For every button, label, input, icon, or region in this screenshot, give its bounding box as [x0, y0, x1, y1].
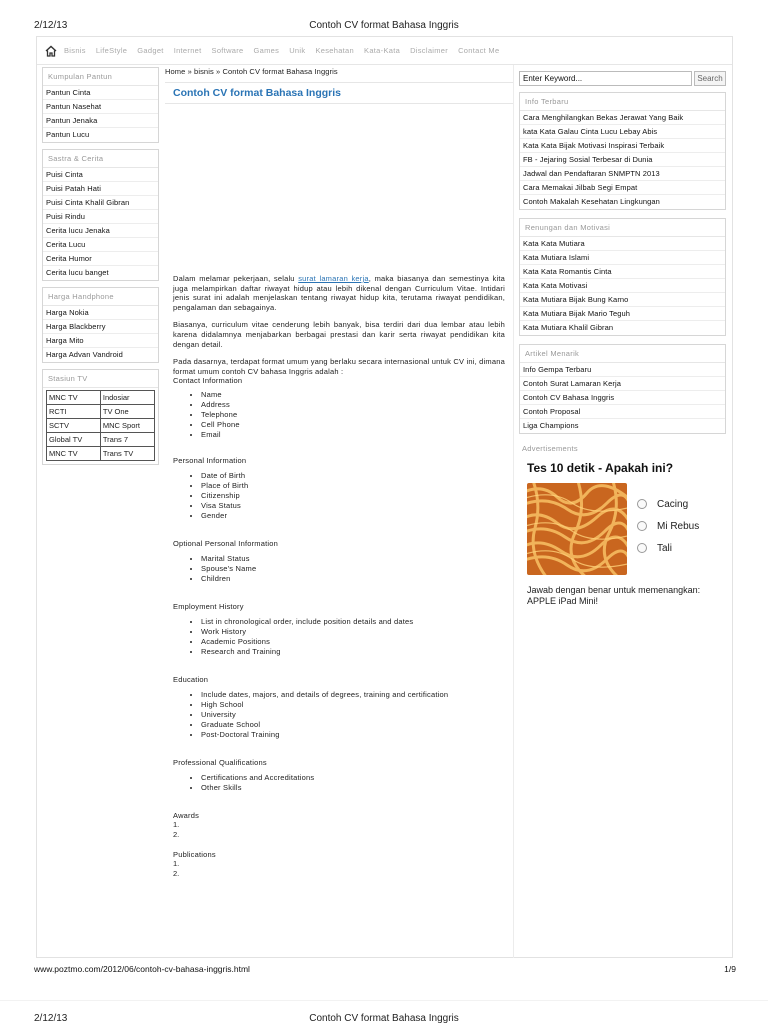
search-button[interactable]: Search [694, 71, 726, 86]
section-heading: Awards [173, 811, 200, 821]
main-content [165, 67, 513, 879]
quiz-footer: Jawab dengan benar untuk memenangkan: APPLE iPad Mini! [527, 585, 701, 606]
widget-title: Harga Handphone [43, 288, 158, 306]
ad-placeholder [173, 104, 505, 274]
sidebar-link[interactable]: Contoh Surat Lamaran Kerja [520, 377, 725, 391]
section-heading: Contact Information [173, 376, 243, 386]
sidebar-link[interactable]: Cara Memakai Jilbab Segi Empat [520, 181, 725, 195]
nav-menu [64, 46, 499, 55]
bullet-list [173, 471, 505, 521]
left-sidebar [42, 67, 159, 471]
ads-label: Advertisements [522, 444, 578, 453]
quiz-ad[interactable] [519, 457, 726, 607]
print-date: 2/12/13 [34, 20, 68, 31]
list-item: • Name [201, 390, 505, 400]
info-widget [519, 92, 726, 210]
sidebar-link[interactable]: Kata Kata Motivasi [520, 279, 725, 293]
tv-link[interactable]: SCTV [47, 419, 101, 433]
widget-title: Kumpulan Pantun [43, 68, 158, 86]
list-item: • Citizenship [201, 491, 505, 501]
sidebar-link[interactable]: Liga Champions [523, 421, 579, 430]
list-item: 2. [173, 830, 180, 840]
tv-link[interactable]: MNC TV [47, 391, 101, 405]
list-item: • List in chronological order, include position details and dates [201, 617, 505, 627]
bullet-list [173, 390, 505, 440]
list-item: • High School [201, 700, 505, 710]
list-item: • Spouse's Name [201, 564, 505, 574]
tv-link[interactable]: RCTI [47, 405, 101, 419]
list-item: • Other Skills [201, 783, 505, 793]
column-divider [513, 65, 514, 958]
list-item: • Telephone [201, 410, 505, 420]
section-heading: Professional Qualifications [173, 758, 267, 768]
quiz-option-label: Cacing [657, 498, 689, 510]
list-item: • Children [201, 574, 505, 584]
search-bar [519, 71, 726, 86]
list-item: 1. [173, 820, 180, 830]
list-item: • Include dates, majors, and details of degrees, training and certification [201, 690, 505, 700]
sidebar-link[interactable]: Kata Mutiara Bijak Mario Teguh [520, 307, 725, 321]
section-heading: Optional Personal Information [173, 539, 279, 549]
bullet-list [173, 554, 505, 584]
sidebar-link[interactable]: Kata Kata Bijak Motivasi Inspirasi Terbaik [520, 139, 725, 153]
list-item: • Graduate School [201, 720, 505, 730]
lamaran-link[interactable]: surat lamaran kerja [298, 274, 369, 283]
nav-item-lifestyle[interactable]: LifeStyle [95, 46, 128, 55]
list-item: • Cell Phone [201, 420, 505, 430]
list-item: • Post-Doctoral Training [201, 730, 505, 740]
radio-button[interactable] [637, 543, 647, 553]
sidebar-link[interactable]: Kata Mutiara Islami [520, 251, 725, 265]
nav-item-games[interactable]: Games [253, 46, 280, 55]
list-item: • Visa Status [201, 501, 505, 511]
search-input[interactable] [519, 71, 692, 86]
list-item: • Certifications and Accreditations [201, 773, 505, 783]
tv-widget [42, 369, 159, 465]
quiz-title[interactable]: Tes 10 detik - Apakah ini? [527, 461, 674, 475]
print-title: Contoh CV format Bahasa Inggris [309, 20, 459, 31]
quiz-options [637, 493, 699, 575]
list-item: • Work History [201, 627, 505, 637]
tv-link[interactable]: Indosiar [100, 391, 154, 405]
paragraph: Dalam melamar pekerjaan, selalu surat lamaran kerja, maka biasanya dan semestinya kita juga melampirkan daftar riwayat hidup atau lebih dikenal dengan Curriculum Vitae. Intidari jenis surat ini adalah menjelaskan tentang riwayat hidup kita, terutama riwayat pendidikan, pengalaman dan sebagainya. [173, 274, 506, 312]
right-sidebar [519, 71, 726, 607]
nav-item-kata-kata[interactable]: Kata-Kata [364, 46, 401, 55]
sidebar-link[interactable]: Contoh Proposal [520, 405, 725, 419]
sidebar-link[interactable]: kata Kata Galau Cinta Lucu Lebay Abis [520, 125, 725, 139]
breadcrumb[interactable]: Home » bisnis » Contoh CV format Bahasa Inggris [165, 67, 338, 76]
widget-title: Artikel Menarik [520, 345, 725, 363]
list-item: • Marital Status [201, 554, 505, 564]
print-header [0, 0, 768, 34]
section-heading: Publications [173, 850, 216, 860]
tv-link[interactable]: Trans TV [100, 447, 154, 461]
sidebar-link[interactable]: Harga Advan Vandroid [46, 350, 123, 359]
sidebar-link[interactable]: Pantun Jenaka [43, 114, 158, 128]
quiz-option-label: Mi Rebus [657, 520, 700, 532]
list-item: 2. [173, 869, 180, 879]
page-url: www.poztmo.com/2012/06/contoh-cv-bahasa-inggris.html [34, 964, 250, 974]
sidebar-link[interactable]: Cerita lucu banget [46, 268, 109, 277]
quiz-option-label: Tali [657, 542, 673, 554]
sidebar-link[interactable]: Pantun Cinta [43, 86, 158, 100]
list-item: • Research and Training [201, 647, 505, 657]
quiz-option[interactable] [637, 515, 699, 537]
tv-link[interactable]: TV One [100, 405, 154, 419]
sidebar-link[interactable]: Puisi Cinta Khalil Gibran [43, 196, 158, 210]
section-heading: Employment History [173, 602, 244, 612]
harga-widget [42, 287, 159, 363]
noodle-image[interactable] [527, 483, 627, 575]
sidebar-link[interactable]: Harga Mito [43, 334, 158, 348]
renungan-widget [519, 218, 726, 336]
quiz-option[interactable] [637, 537, 699, 559]
print-date: 2/12/13 [34, 1013, 68, 1024]
post-title[interactable]: Contoh CV format Bahasa Inggris [165, 82, 513, 104]
page-frame [36, 36, 733, 958]
tv-table [46, 390, 155, 461]
nav-item-unik[interactable]: Unik [289, 46, 306, 55]
sidebar-link[interactable]: Harga Blackberry [43, 320, 158, 334]
sidebar-link[interactable]: Puisi Patah Hati [43, 182, 158, 196]
sidebar-link[interactable]: Cerita Humor [43, 252, 158, 266]
sastra-widget [42, 149, 159, 281]
sidebar-link[interactable]: FB - Jejaring Sosial Terbesar di Dunia [520, 153, 725, 167]
sidebar-link[interactable]: Puisi Cinta [43, 168, 158, 182]
pantun-widget [42, 67, 159, 143]
list-item: 1. [173, 859, 180, 869]
tv-link[interactable]: MNC Sport [100, 419, 154, 433]
widget-title: Sastra & Cerita [43, 150, 158, 168]
list-item: • University [201, 710, 505, 720]
sidebar-link[interactable]: Pantun Lucu [46, 130, 90, 139]
sidebar-link[interactable]: Cerita lucu Jenaka [43, 224, 158, 238]
artikel-widget [519, 344, 726, 434]
next-page-header [0, 1000, 768, 1024]
sidebar-link[interactable]: Kata Mutiara Khalil Gibran [523, 323, 614, 332]
sidebar-link[interactable]: Puisi Rindu [43, 210, 158, 224]
widget-title: Renungan dan Motivasi [520, 219, 725, 237]
list-item: • Place of Birth [201, 481, 505, 491]
list-item: • Address [201, 400, 505, 410]
sidebar-link[interactable]: Contoh Makalah Kesehatan Lingkungan [523, 197, 660, 206]
list-item: • Email [201, 430, 505, 440]
sidebar-link[interactable]: Jadwal dan Pendaftaran SNMPTN 2013 [520, 167, 725, 181]
nav-item-gadget[interactable]: Gadget [137, 46, 164, 55]
section-heading: Education [173, 675, 209, 685]
bullet-list [173, 773, 505, 793]
tv-link[interactable]: MNC TV [47, 447, 101, 461]
bullet-list [173, 690, 505, 740]
paragraph: Pada dasarnya, terdapat format umum yang berlaku secara internasional untuk CV ini, dimana format umum contoh CV bahasa Inggris adalah : [173, 357, 505, 376]
list-item: • Academic Positions [201, 637, 505, 647]
sidebar-link[interactable]: Kata Kata Mutiara [520, 237, 725, 251]
nav-item-disclaimer[interactable]: Disclaimer [410, 46, 449, 55]
sidebar-link[interactable]: Contoh CV Bahasa Inggris [520, 391, 725, 405]
page-number: 1/9 [724, 964, 736, 974]
radio-button[interactable] [637, 521, 647, 531]
bullet-list [173, 617, 505, 657]
section-heading: Personal Information [173, 456, 247, 466]
widget-title: Info Terbaru [520, 93, 725, 111]
nav-item-kesehatan[interactable]: Kesehatan [315, 46, 355, 55]
post-body [165, 104, 513, 879]
print-title: Contoh CV format Bahasa Inggris [309, 1013, 459, 1024]
list-item: • Gender [201, 511, 505, 521]
widget-title: Stasiun TV [43, 370, 158, 388]
sidebar-link[interactable]: Harga Nokia [43, 306, 158, 320]
tv-link[interactable]: Trans 7 [100, 433, 154, 447]
nav-item-bisnis[interactable]: Bisnis [64, 46, 86, 55]
sidebar-link[interactable]: Cerita Lucu [43, 238, 158, 252]
print-footer [0, 960, 768, 980]
nav-item-internet[interactable]: Internet [173, 46, 202, 55]
quiz-option[interactable] [637, 493, 699, 515]
sidebar-link[interactable]: Kata Kata Romantis Cinta [520, 265, 725, 279]
list-item: • Date of Birth [201, 471, 505, 481]
sidebar-link[interactable]: Pantun Nasehat [43, 100, 158, 114]
sidebar-link[interactable]: Cara Menghilangkan Bekas Jerawat Yang Baik [520, 111, 725, 125]
sidebar-link[interactable]: Info Gempa Terbaru [520, 363, 725, 377]
nav-item-software[interactable]: Software [211, 46, 244, 55]
nav-item-contact[interactable]: Contact Me [458, 46, 500, 55]
sidebar-link[interactable]: Kata Mutiara Bijak Bung Karno [520, 293, 725, 307]
tv-link[interactable]: Global TV [47, 433, 101, 447]
top-navigation [37, 37, 732, 65]
paragraph: Biasanya, curriculum vitae cenderung lebih banyak, bisa terdiri dari dua lembar atau lebih karena didalamnya menjabarkan berbagai prestasi dan karir serta riwayat pendidikan kita dengan detail. [173, 320, 505, 349]
home-icon[interactable] [45, 45, 57, 57]
radio-button[interactable] [637, 499, 647, 509]
